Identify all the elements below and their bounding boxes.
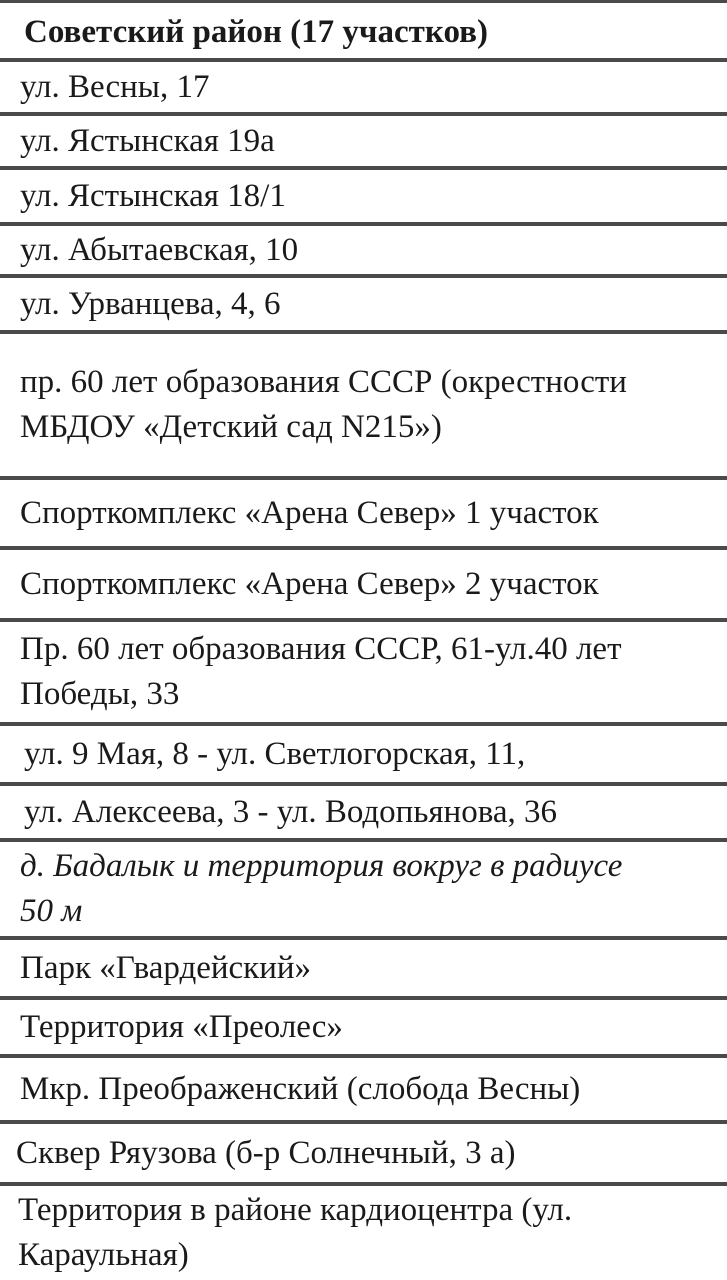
row-text: Мкр. Преображенский (слобода Весны) (20, 1070, 581, 1107)
row-text: ул. Весны, 17 (20, 68, 210, 105)
table-row (0, 622, 727, 722)
table-row (0, 842, 727, 936)
table-row (0, 786, 727, 838)
row-text: ул. Ястынская 19а (20, 122, 275, 159)
table-row (0, 1186, 727, 1280)
row-text: ул. Урванцева, 4, 6 (20, 285, 281, 322)
row-text: д. Бадалык и территория вокруг в радиусе 50 м (20, 848, 623, 929)
table-row (0, 726, 727, 782)
table-row (0, 226, 727, 274)
table-row (0, 278, 727, 330)
table-row (0, 550, 727, 618)
table-row (0, 170, 727, 222)
row-text: пр. 60 лет образования СССР (окрестности МБДОУ «Детский сад N215») (20, 364, 627, 445)
row-text: Территория в районе кардиоцентра (ул. Караульная) (18, 1192, 573, 1273)
table-row (0, 1058, 727, 1120)
row-text: Спорткомплекс «Арена Север» 1 участок (20, 494, 599, 531)
table-top-border (0, 0, 727, 3)
table-row (0, 1124, 727, 1182)
row-text: Парк «Гвардейский» (20, 949, 312, 986)
row-text: ул. Ястынская 18/1 (20, 177, 286, 214)
table-row (0, 334, 727, 476)
header-text: Советский район (17 участков) (24, 13, 488, 50)
row-text: Территория «Преолес» (20, 1008, 343, 1045)
row-text: Сквер Ряузова (б-р Солнечный, 3 а) (16, 1134, 516, 1171)
row-text: ул. Абытаевская, 10 (20, 231, 299, 268)
table-row (0, 1000, 727, 1054)
table-row (0, 116, 727, 166)
row-text: ул. 9 Мая, 8 - ул. Светлогорская, 11, (24, 735, 526, 772)
row-text: Спорткомплекс «Арена Север» 2 участок (20, 565, 599, 602)
row-text: ул. Алексеева, 3 - ул. Водопьянова, 36 (24, 793, 558, 830)
table-row (0, 480, 727, 546)
table-header (0, 6, 727, 58)
table-row (0, 940, 727, 996)
row-text: Пр. 60 лет образования СССР, 61-ул.40 лет Победы, 33 (20, 631, 622, 712)
table-row (0, 62, 727, 112)
